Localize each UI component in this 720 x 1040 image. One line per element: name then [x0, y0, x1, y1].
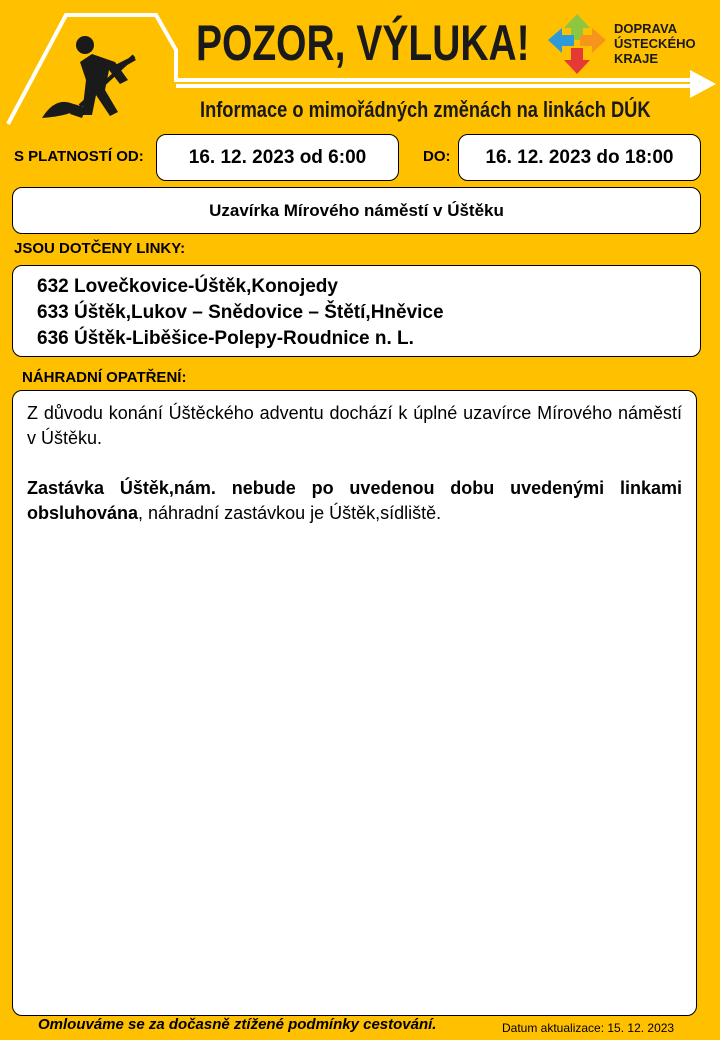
measures-paragraph-2-rest: , náhradní zastávkou je Úštěk,sídliště. — [138, 503, 442, 523]
closure-subject: Uzavírka Mírového náměstí v Úštěku — [12, 187, 701, 234]
logo-line-2: ÚSTECKÉHO — [614, 36, 696, 51]
measures-paragraph-1: Z důvodu konání Úštěckého adventu dochází k úplné uzavírce Mírového náměstí v Úštěku. — [27, 403, 682, 448]
road-worker-icon — [42, 36, 136, 118]
logo-wordmark — [614, 21, 696, 66]
measures-label: NÁHRADNÍ OPATŘENÍ: — [22, 369, 187, 386]
logo-line-1: DOPRAVA — [614, 21, 678, 36]
measures-paragraph-2 — [27, 476, 682, 526]
valid-from-value: 16. 12. 2023 od 6:00 — [156, 134, 399, 181]
measures-box — [12, 390, 697, 1016]
valid-to-value: 16. 12. 2023 do 18:00 — [458, 134, 701, 181]
logo-line-3: KRAJE — [614, 51, 659, 66]
affected-line-item: 633 Úštěk,Lukov – Snědovice – Štětí,Hněvice — [37, 302, 444, 323]
update-date: Datum aktualizace: 15. 12. 2023 — [502, 1021, 675, 1035]
page-subtitle: Informace o mimořádných změnách na linkách DÚK — [200, 97, 651, 122]
affected-lines-label: JSOU DOTČENY LINKY: — [14, 240, 186, 257]
affected-line-item: 636 Úštěk-Liběšice-Polepy-Roudnice n. L. — [37, 328, 414, 349]
page-title: POZOR, VÝLUKA! — [196, 15, 530, 71]
measures-paragraph-2-bold: Zastávka Úštěk,nám. nebude po uvedenou dobu uvedenými linkami obsluhována — [27, 478, 682, 523]
affected-line-item: 632 Lovečkovice-Úštěk,Konojedy — [37, 276, 338, 297]
duk-arrows-logo — [548, 14, 606, 74]
apology-note: Omlouváme se za dočasně ztížené podmínky cestování. — [38, 1016, 437, 1033]
valid-from-label: S PLATNOSTÍ OD: — [14, 148, 144, 165]
valid-to-label: DO: — [423, 148, 451, 165]
affected-lines-list — [12, 265, 701, 357]
